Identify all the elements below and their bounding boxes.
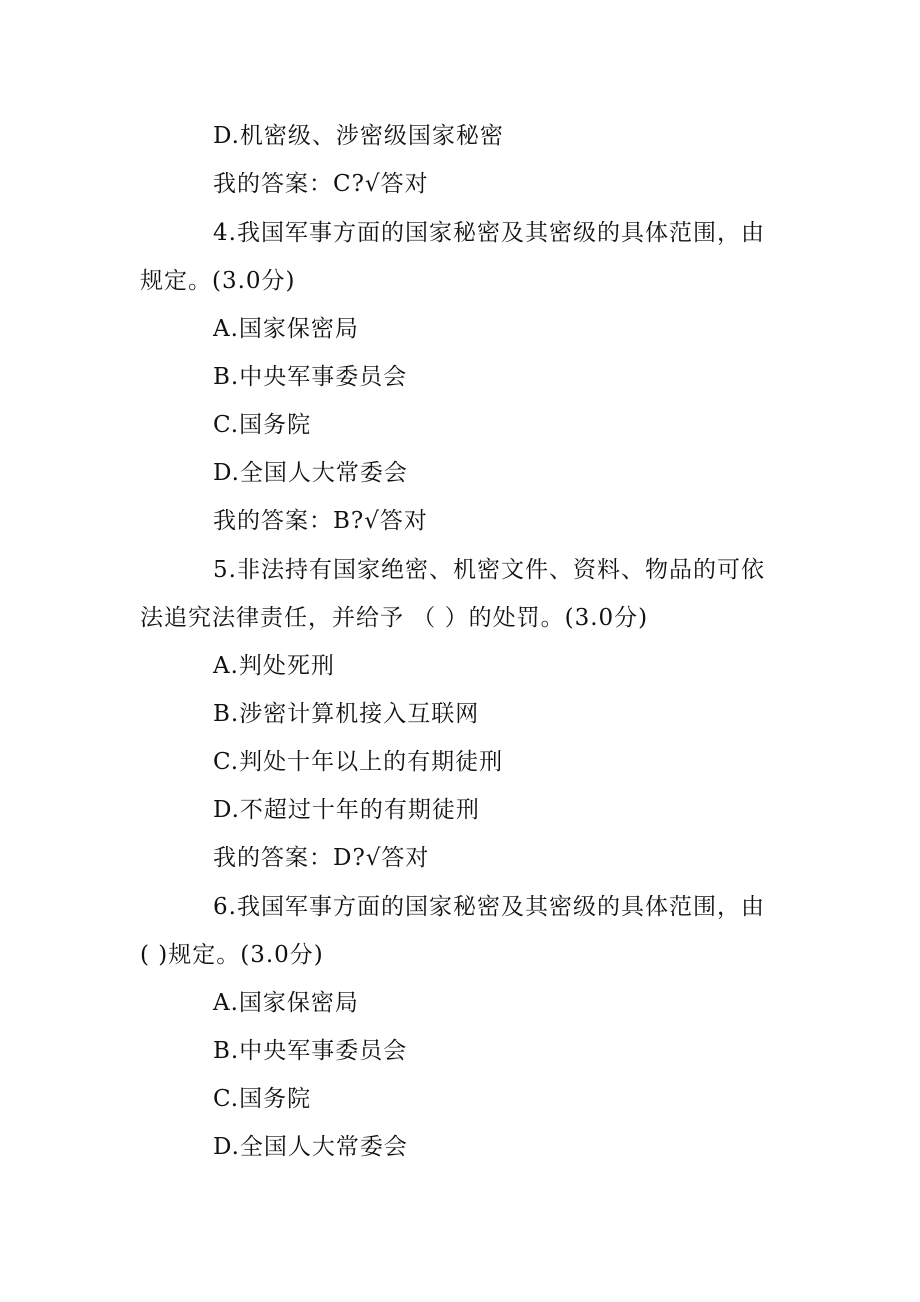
q6-option-d: D.全国人大常委会 [213, 1134, 408, 1160]
q4-option-b: B.中央军事委员会 [213, 364, 408, 390]
q6-option-a: A.国家保密局 [213, 990, 359, 1016]
q6-question-line-2: ( )规定。(3.0分) [140, 942, 324, 968]
q4-option-d: D.全国人大常委会 [213, 460, 408, 486]
q4-option-a: A.国家保密局 [213, 316, 359, 342]
q5-question-line-2: 法追究法律责任，并给予 （ ）的处罚。(3.0分) [140, 605, 649, 631]
q6-option-c: C.国务院 [213, 1086, 312, 1112]
q5-option-d: D.不超过十年的有期徒刑 [213, 797, 480, 823]
q4-question-line-1: 4.我国军事方面的国家秘密及其密级的具体范围，由 [213, 220, 765, 246]
q6-option-b: B.中央军事委员会 [213, 1038, 408, 1064]
q4-my-answer: 我的答案：B?√答对 [213, 508, 428, 534]
q4-option-c: C.国务院 [213, 412, 312, 438]
q3-my-answer: 我的答案：C?√答对 [213, 171, 429, 197]
q5-my-answer: 我的答案：D?√答对 [213, 845, 430, 871]
q4-question-line-2: 规定。(3.0分) [140, 268, 296, 294]
q5-option-c: C.判处十年以上的有期徒刑 [213, 749, 504, 775]
q5-question-line-1: 5.非法持有国家绝密、机密文件、资料、物品的可依 [213, 557, 765, 583]
q6-question-line-1: 6.我国军事方面的国家秘密及其密级的具体范围，由 [213, 894, 765, 920]
q3-option-d: D.机密级、涉密级国家秘密 [213, 123, 504, 149]
q5-option-a: A.判处死刑 [213, 653, 335, 679]
q5-option-b: B.涉密计算机接入互联网 [213, 701, 480, 727]
